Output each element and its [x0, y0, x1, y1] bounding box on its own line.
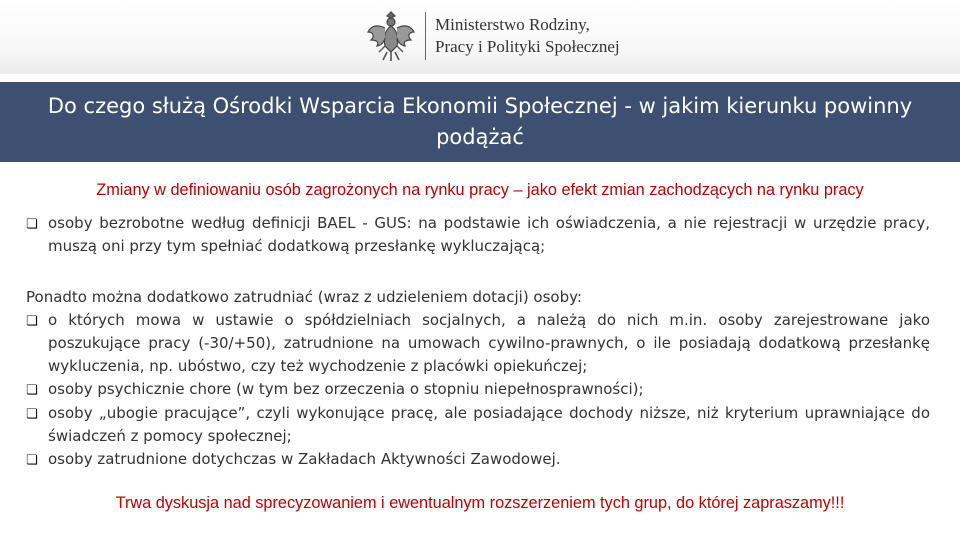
list-item-text: o których mowa w ustawie o spółdzielniach socjalnych, a należą do nich m.in. osoby zarejestrowane jako poszukujące pracy (-30/+50), zatrudnione na umowach cywilno-prawnych, o ile posiadają dodatkową przesłankę wykluczenia, np. ubóstwo, czy też wychodzenie z placówki opiekuńczej;: [48, 311, 930, 375]
ministry-name-line1: Ministerstwo Rodziny,: [435, 15, 590, 34]
footer-note: Trwa dyskusja nad sprecyzowaniem i ewentualnym rozszerzeniem tych grup, do której zapraszamy!!!: [115, 494, 845, 512]
logo-separator: [425, 12, 426, 60]
list-item: [26, 212, 930, 258]
list-item: [26, 378, 930, 402]
checkbox-bullet-icon: ❏: [26, 217, 38, 232]
ministry-name: [435, 14, 620, 58]
list-item-text: osoby zatrudnione dotychczas w Zakładach Aktywności Zawodowej.: [48, 450, 561, 468]
title-banner: [0, 82, 960, 162]
checkbox-bullet-icon: ❏: [26, 314, 38, 329]
list-item-text: osoby bezrobotne według definicji BAEL - GUS: na podstawie ich oświadczenia, a nie rejestracji w urzędzie pracy, muszą oni przy tym spełniać dodatkową przesłankę wykluczającą;: [48, 214, 930, 255]
slide-body: [26, 212, 930, 472]
list-item-text: osoby psychicznie chore (w tym bez orzeczenia o stopniu niepełnosprawności);: [48, 380, 644, 398]
slide-subtitle: Zmiany w definiowaniu osób zagrożonych na rynku pracy – jako efekt zmian zachodzących na rynku pracy: [96, 181, 864, 199]
slide-title: Do czego służą Ośrodki Wsparcia Ekonomii Społecznej - w jakim kierunku powinny podążać: [47, 94, 913, 149]
list-item: [26, 402, 930, 448]
list-item: [26, 448, 930, 472]
section-intro: Ponadto można dodatkowo zatrudniać (wraz z udzieleniem dotacji) osoby:: [26, 288, 582, 306]
checkbox-bullet-icon: ❏: [26, 407, 38, 422]
header: [0, 0, 960, 74]
ministry-logo: [365, 8, 620, 64]
eagle-emblem-icon: [365, 8, 417, 64]
list-item: [26, 309, 930, 378]
checkbox-bullet-icon: ❏: [26, 383, 38, 398]
list-item-text: osoby „ubogie pracujące”, czyli wykonujące pracę, ale posiadające dochody niższe, niż kryterium uprawniające do świadczeń z pomocy społecznej;: [48, 404, 930, 445]
section-gap: [26, 258, 930, 286]
ministry-name-line2: Pracy i Polityki Społecznej: [435, 37, 620, 56]
checkbox-bullet-icon: ❏: [26, 453, 38, 468]
